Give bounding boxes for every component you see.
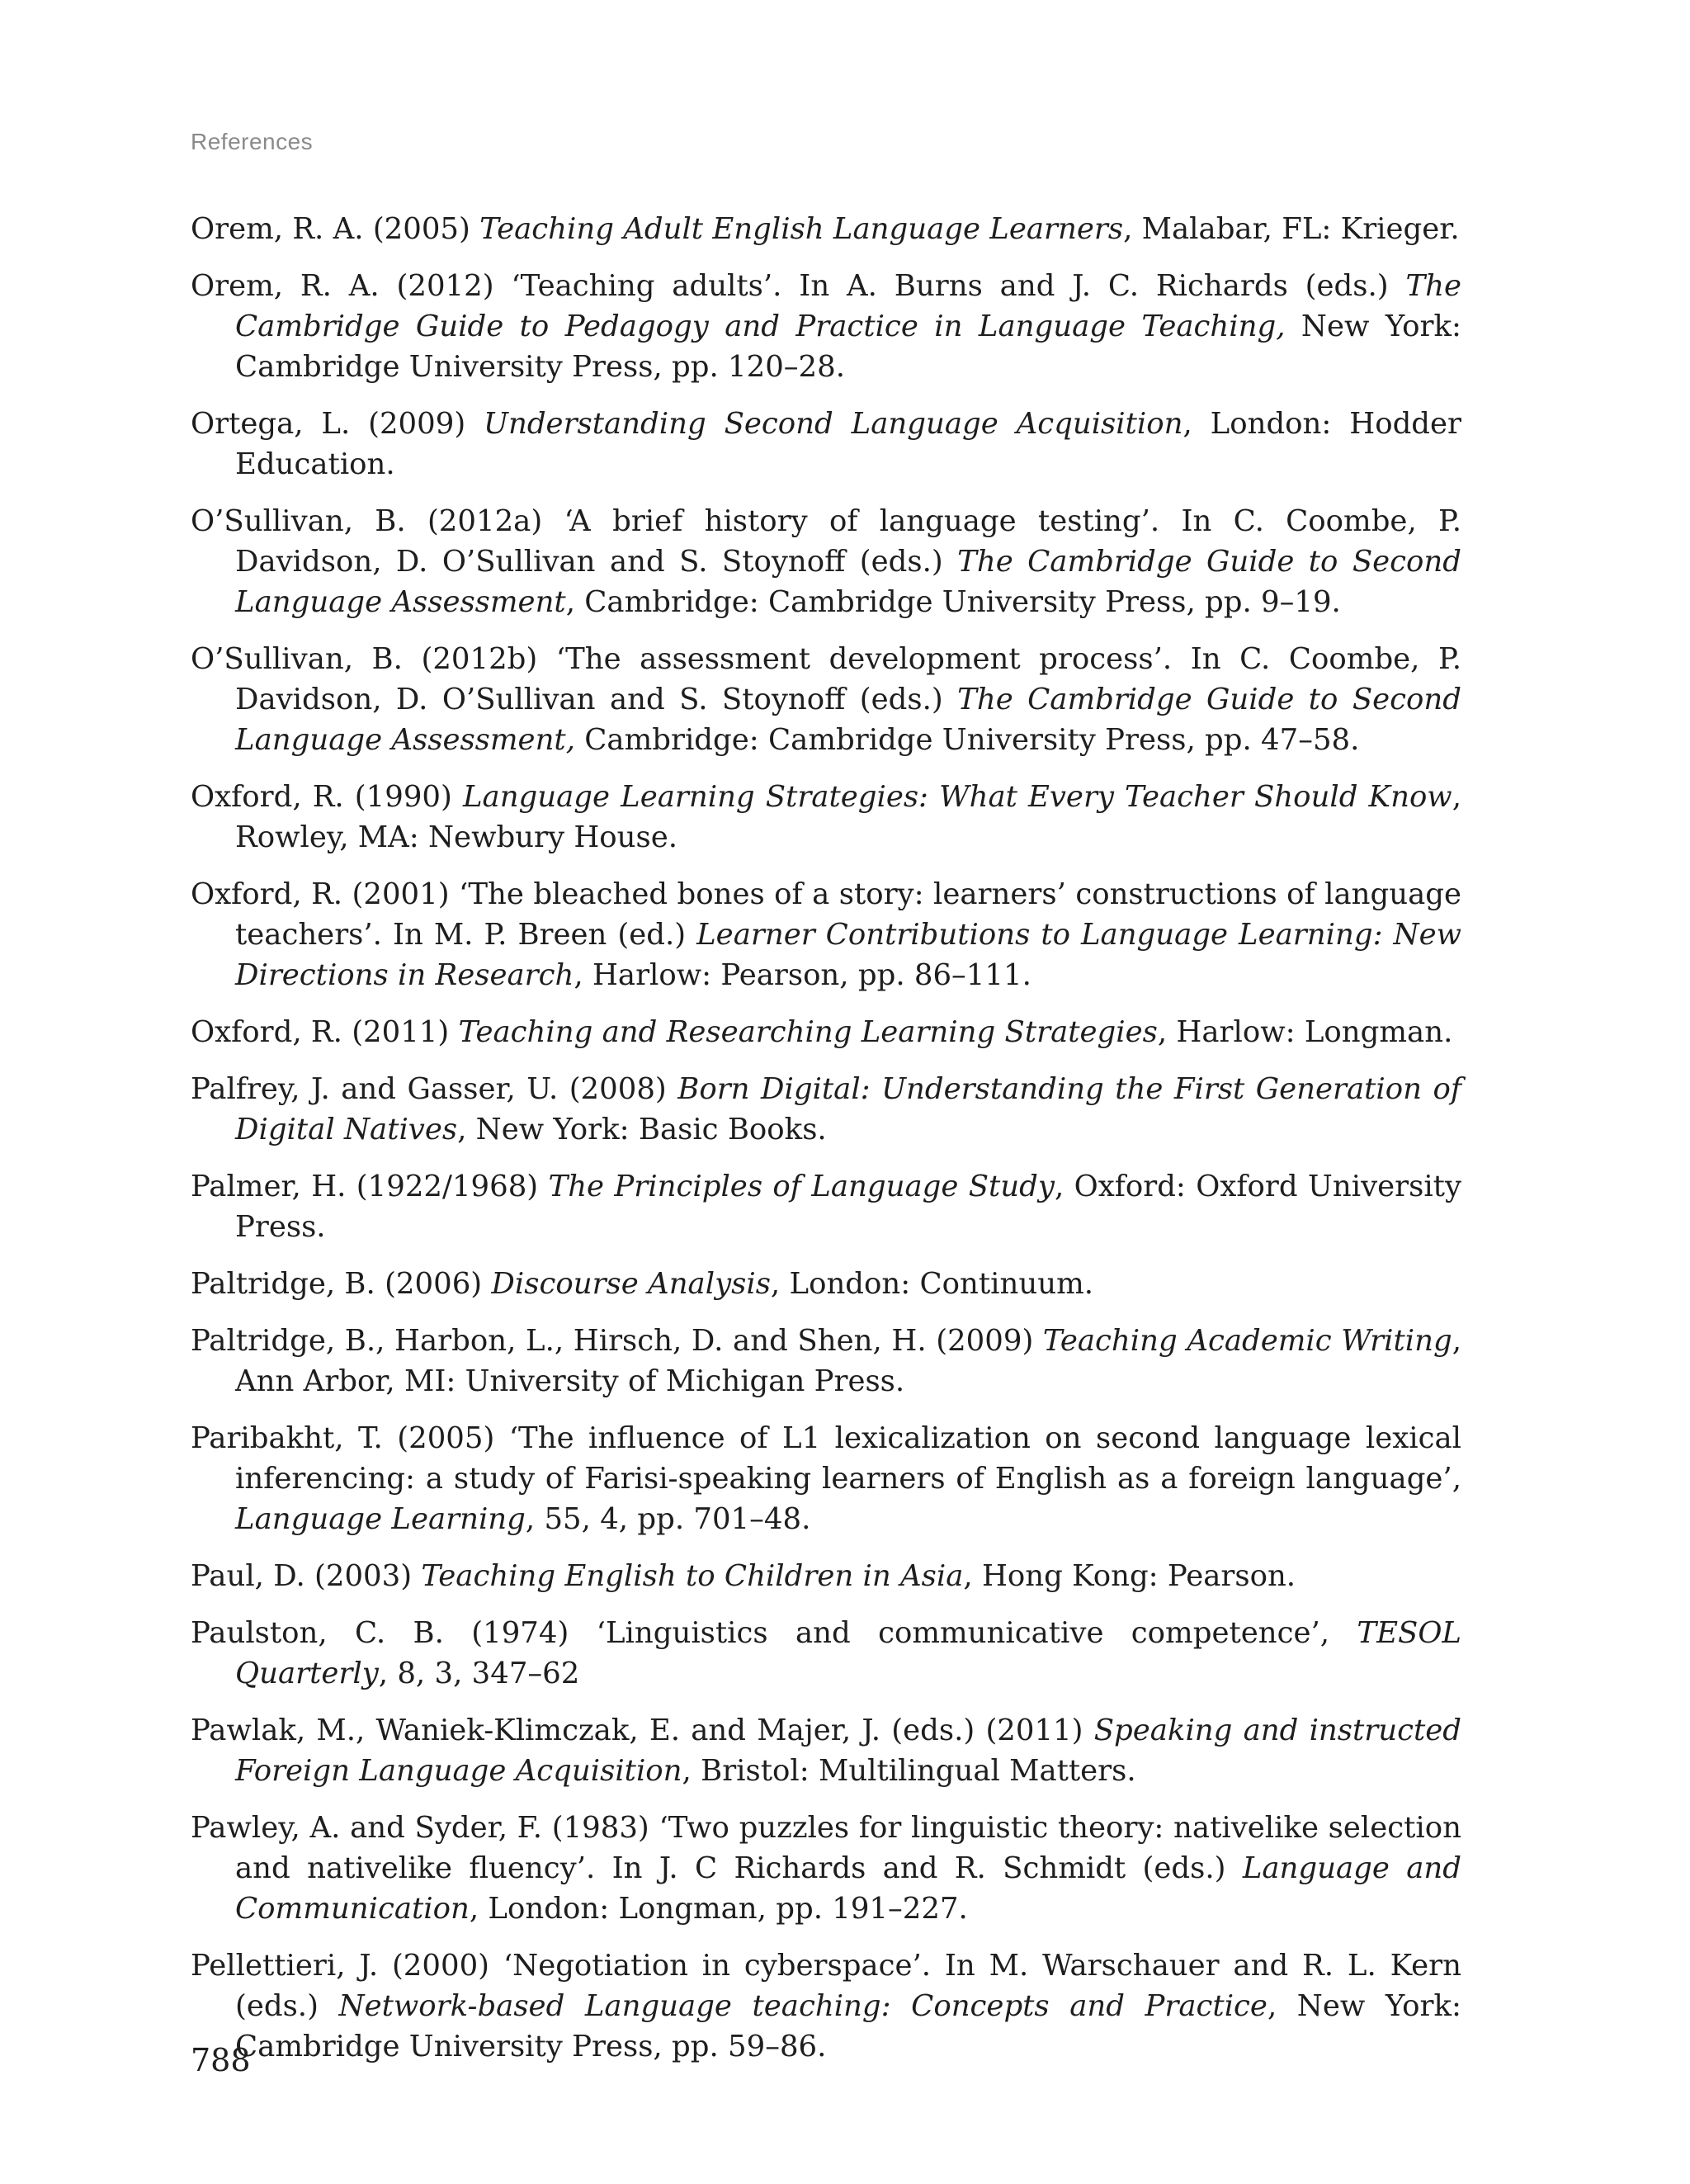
reference-title: Language Learning (235, 1502, 526, 1536)
reference-title: The Cambridge Guide to Second Language Assessment (235, 545, 1462, 619)
reference-entry (191, 1808, 1461, 1929)
reference-title: Network-based Language teaching: Concepts and Practice (338, 1989, 1268, 2023)
reference-title: Learner Contributions to Language Learning: New Directions in Research (235, 918, 1461, 992)
reference-text: , Malabar, FL: Krieger. (1123, 212, 1460, 246)
reference-text: Palmer, H. (1922/1968) (191, 1170, 549, 1203)
reference-text: Paul, D. (2003) (191, 1559, 422, 1593)
reference-entry (191, 1069, 1461, 1150)
reference-entry (191, 1166, 1461, 1247)
reference-entry (191, 1613, 1461, 1694)
reference-text: Pawley, A. and Syder, F. (1983) ‘Two puzzles for linguistic theory: nativelike selection and nativelike fluency’. In J. C Richards and R. Schmidt (eds.) (191, 1811, 1461, 1885)
reference-entry (191, 209, 1461, 249)
reference-title: Teaching and Researching Learning Strategies (458, 1015, 1158, 1049)
reference-entry (191, 1710, 1461, 1791)
reference-title: The Cambridge Guide to Second Language Assessment, (235, 683, 1462, 757)
reference-text: , 55, 4, pp. 701–48. (525, 1502, 811, 1536)
reference-text: , London: Continuum. (770, 1267, 1094, 1301)
reference-text: , Bristol: Multilingual Matters. (682, 1754, 1136, 1788)
reference-title: TESOL Quarterly (235, 1616, 1461, 1690)
reference-text: Paltridge, B. (2006) (191, 1267, 492, 1301)
reference-entry (191, 1264, 1461, 1304)
reference-entry (191, 777, 1461, 858)
reference-entry (191, 639, 1461, 760)
reference-text: , Harlow: Pearson, pp. 86–111. (574, 958, 1031, 992)
reference-entry (191, 501, 1461, 622)
reference-text: Cambridge: Cambridge University Press, pp. 47–58. (574, 723, 1360, 757)
reference-entry (191, 1012, 1461, 1052)
reference-text: , London: Longman, pp. 191–227. (469, 1892, 968, 1926)
reference-entry (191, 266, 1461, 387)
reference-text: Orem, R. A. (2005) (191, 212, 480, 246)
reference-entry (191, 1418, 1461, 1539)
reference-entry (191, 404, 1461, 485)
reference-text: New York: Cambridge University Press, pp. 120–28. (235, 310, 1461, 384)
running-head: References (191, 129, 314, 154)
reference-title: Language Learning Strategies: What Every Teacher Should Know (462, 780, 1452, 814)
reference-text: O’Sullivan, B. (2012b) ‘The assessment development process’. In C. Coombe, P. Davidson, D. O’Sullivan and S. Stoynoff (eds.) (191, 642, 1461, 716)
reference-text: , New York: Cambridge University Press, pp. 59–86. (235, 1989, 1461, 2063)
reference-text: , 8, 3, 347–62 (378, 1657, 580, 1690)
reference-entry (191, 1556, 1461, 1596)
reference-title: Teaching English to Children in Asia (421, 1559, 964, 1593)
reference-text: Oxford, R. (2001) ‘The bleached bones of a story: learners’ constructions of language teachers’. In M. P. Breen (ed.) (191, 877, 1461, 952)
reference-title: Teaching Academic Writing (1042, 1324, 1452, 1358)
reference-text: , Rowley, MA: Newbury House. (235, 780, 1461, 854)
reference-title: Speaking and instructed Foreign Language Acquisition (235, 1714, 1461, 1788)
reference-title: Understanding Second Language Acquisition (484, 407, 1183, 441)
reference-text: , Hong Kong: Pearson. (963, 1559, 1296, 1593)
reference-text: Palfrey, J. and Gasser, U. (2008) (191, 1072, 678, 1106)
reference-text: Oxford, R. (1990) (191, 780, 463, 814)
page-number: 788 (191, 2042, 251, 2078)
reference-text: , Ann Arbor, MI: University of Michigan Press. (235, 1324, 1461, 1398)
reference-text: , Harlow: Longman. (1157, 1015, 1453, 1049)
reference-text: , Cambridge: Cambridge University Press, pp. 9–19. (565, 585, 1341, 619)
reference-entry (191, 1945, 1461, 2067)
reference-text: Paulston, C. B. (1974) ‘Linguistics and communicative competence’, (191, 1616, 1357, 1650)
reference-text: Paltridge, B., Harbon, L., Hirsch, D. and Shen, H. (2009) (191, 1324, 1043, 1358)
reference-title: Language and Communication (235, 1851, 1461, 1926)
reference-text: Ortega, L. (2009) (191, 407, 484, 441)
reference-text: , Oxford: Oxford University Press. (235, 1170, 1461, 1244)
reference-text: O’Sullivan, B. (2012a) ‘A brief history of language testing’. In C. Coombe, P. Davidson, D. O’Sullivan and S. Stoynoff (eds.) (191, 504, 1461, 579)
reference-entry (191, 1321, 1461, 1402)
reference-title: Teaching Adult English Language Learners (479, 212, 1124, 246)
reference-text: Oxford, R. (2011) (191, 1015, 459, 1049)
reference-title: Born Digital: Understanding the First Generation of Digital Natives (235, 1072, 1461, 1146)
reference-text: Pawlak, M., Waniek-Klimczak, E. and Majer, J. (eds.) (2011) (191, 1714, 1094, 1747)
reference-list (191, 209, 1461, 2083)
reference-title: The Principles of Language Study (548, 1170, 1055, 1203)
reference-title: The Cambridge Guide to Pedagogy and Practice in Language Teaching, (235, 269, 1461, 343)
reference-entry (191, 874, 1461, 995)
reference-text: Pellettieri, J. (2000) ‘Negotiation in cyberspace’. In M. Warschauer and R. L. Kern (eds.) (191, 1949, 1461, 2023)
reference-title: Discourse Analysis (491, 1267, 771, 1301)
reference-text: , New York: Basic Books. (457, 1113, 827, 1146)
reference-text: , London: Hodder Education. (235, 407, 1462, 481)
reference-text: Paribakht, T. (2005) ‘The influence of L1 lexicalization on second language lexical inferencing: a study of Farisi-speaking learners of English as a foreign language’, (191, 1421, 1461, 1496)
reference-text: Orem, R. A. (2012) ‘Teaching adults’. In A. Burns and J. C. Richards (eds.) (191, 269, 1406, 303)
